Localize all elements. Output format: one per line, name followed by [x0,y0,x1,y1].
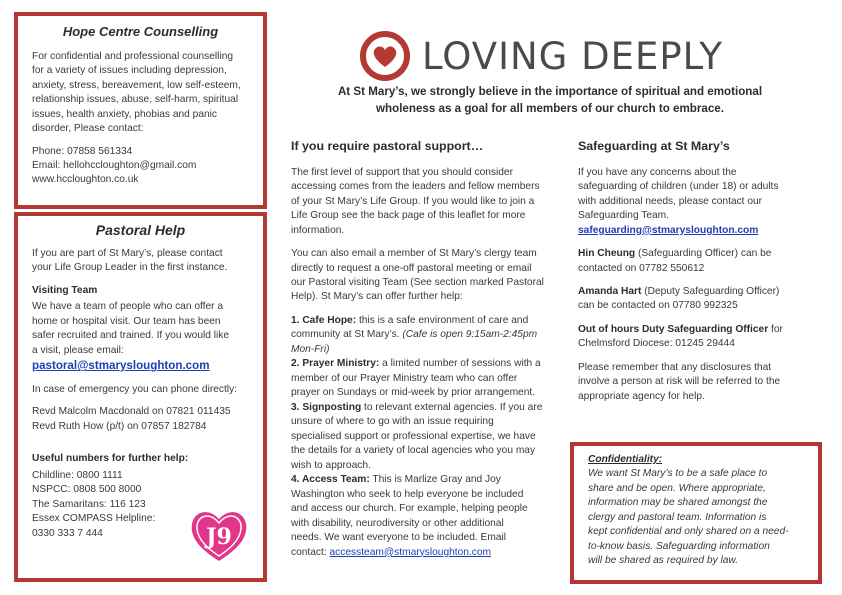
text-line: of your St Mary’s Life Group. If you would like to join a [291,195,535,207]
access-contact [291,546,563,560]
cafe-hours: Mon-Fri) [291,343,330,355]
text-line: relationship issues, abuse, self-harm, spiritual [32,94,239,106]
hope-email[interactable]: Email: hellohccloughton@gmail.com [32,159,197,171]
hope-centre-title: Hope Centre Counselling [62,24,219,39]
pastoral-support-title: If you require pastoral support… [291,139,484,153]
text-line: Help). St Mary’s can offer further help: [291,291,463,303]
brand-name: LOVING DEEPLY [422,34,723,78]
text-line: home or hospital visit. Our team has been [32,315,221,327]
useful-number: Essex COMPASS Helpline: [32,513,156,525]
text-line: with disability, neurodiversity or other additional [291,517,504,529]
text-line: needs. We want everyone to be included. Email [291,532,507,544]
item-label: 2. Prayer Ministry: [291,358,380,370]
text-line: your Life Group Leader in the first instance. [32,262,228,274]
deputy-line [578,285,814,299]
confidentiality-box [570,442,822,584]
support-paragraph-2 [291,247,563,305]
text-line: disorder, Please contact: [32,123,144,135]
text-line: For confidential and professional counselling [32,50,234,62]
text-line: wish to approach. [291,459,371,471]
safeguarding-email-link[interactable]: safeguarding@stmarysloughton.com [578,224,759,236]
cafe-hours: (Cafe is open 9:15am-2:45pm [402,329,538,341]
item-label: 1. Cafe Hope: [291,314,357,326]
hope-centre-description [32,50,249,137]
support-paragraph-1 [291,166,563,238]
text-line: our Pastoral visiting Team (See section marked Pastoral [291,277,544,288]
list-item [291,328,563,342]
list-item [291,357,563,371]
text-line: involve a person at risk will be referred to the [578,376,781,388]
ooh-line [578,323,814,337]
text-line: Please remember that any disclosures that [578,361,772,373]
j9-logo-icon [188,504,250,566]
safeguarding-section [578,138,814,413]
useful-number: Childline: 0800 1111 [32,469,123,481]
useful-number: The Samaritans: 116 123 [32,498,146,510]
text-line: the details for a variety of local agencies who you may [291,445,536,457]
pastoral-help-title: Pastoral Help [95,222,186,238]
text-line: information may be shared amongst the [588,497,768,509]
contact-label: contact: [291,546,330,558]
text-line: directly to request a one-off pastoral meeting or email [291,262,532,274]
disclosure-note [578,361,814,404]
item-text: to relevant external agencies. If you are [361,401,543,413]
tagline-line: wholeness as a goal for all members of our church to embrace. [376,101,724,115]
safeguarding-title: Safeguarding at St Mary’s [578,139,730,153]
item-label: 3. Signposting [291,401,362,413]
text-line: safer recruited and trained. If you would like [32,330,230,342]
ooh-title: Out of hours Duty Safeguarding Officer [578,323,769,335]
ooh-contact: Chelmsford Diocese: 01245 29444 [578,338,735,350]
ooh-for: for [768,323,783,335]
text-line: for a variety of issues including depression, [32,65,227,77]
list-item [291,314,563,328]
confidentiality-text [588,467,804,568]
hope-centre-box [14,12,267,209]
text-line: Safeguarding Team. [578,210,669,222]
text-line: issues, health anxiety, phobias and panic [32,108,218,120]
text-line: We have a team of people who can offer a [32,301,224,313]
access-team-email-link[interactable]: accessteam@stmarysloughton.com [329,546,492,558]
useful-numbers-heading: Useful numbers for further help: [32,453,189,465]
deputy-contact: can be contacted on 07780 992325 [578,300,738,312]
text-line: Washington who seek to help everyone be included [291,488,524,500]
officer-name: Hin Cheung [578,248,636,260]
text-line: If you are part of St Mary’s, please contact [32,247,223,259]
item-text: community at St Mary’s. [291,329,403,341]
officer-line [578,247,814,261]
emergency-text: In case of emergency you can phone directly: [32,383,237,395]
text-line: anxiety, stress, bereavement, low self-esteem, [32,79,241,91]
text-line: Life Group see the back page of this leaflet for more [291,210,526,222]
text-line: unsure of where to go with an issue requiring [291,416,494,428]
text-line: The first level of support that you should consider [291,166,513,178]
pastoral-email-link[interactable]: pastoral@stmarysloughton.com [32,359,210,373]
text-line: We want St Mary’s to be a safe place to [588,468,768,480]
text-line: information. [291,224,345,236]
text-line: appropriate agency for help. [578,390,705,402]
item-label: 4. Access Team: [291,474,370,486]
text-line: member of our Prayer Ministry team who can offer [291,372,518,384]
hope-website[interactable]: www.hccloughton.co.uk [32,174,139,186]
list-item [291,401,563,415]
text-line: to-know basis. Safeguarding information [588,540,770,552]
revd-ruth: Revd Ruth How (p/t) on 07857 182784 [32,420,207,432]
useful-number: NSPCC: 0808 500 8000 [32,484,142,496]
text-line: clergy and pastoral team. Information is [588,511,767,523]
text-line: and access our church. For example, helping people [291,503,528,515]
pastoral-intro [32,247,249,276]
pastoral-help-box [14,212,267,582]
text-line: prayer on Sundays or mid-week by prior arrangement. [291,387,536,399]
heart-ring-icon [360,31,410,81]
text-line: kept confidential and only shared on a need- [588,526,789,538]
out-of-hours-officer [578,323,814,352]
text-line: with additional needs, please contact our [578,195,763,207]
tagline-line: At St Mary’s, we strongly believe in the importance of spiritual and emotional [337,85,763,98]
text-line: a visit, please email: [32,344,124,356]
revd-malcolm: Revd Malcolm Macdonald on 07821 011435 [32,406,231,418]
visiting-team-text [32,300,249,358]
text-line: safeguarding of children (under 18) or adults [578,181,779,193]
list-item [291,473,563,487]
tagline [300,84,800,118]
text-line: will be shared as required by law. [588,555,739,567]
visiting-team-heading: Visiting Team [32,284,98,296]
item-text: a limited number of sessions with a [379,358,541,370]
officer-role: (Safeguarding Officer) can be [635,248,772,260]
text-line: You can also email a member of St Mary’s clergy team [291,248,537,260]
text-line: specialised support or professional expertise, we have [291,430,536,442]
confidentiality-title: Confidentiality: [588,454,663,465]
text-line: If you have any concerns about the [578,166,737,178]
item-text: this is a safe environment of care and [356,314,529,326]
item-text: This is Marlize Gray and Joy [369,474,501,486]
brand-logo [360,30,723,82]
safeguarding-intro [578,166,814,238]
deputy-name: Amanda Hart [578,286,642,297]
hope-phone: Phone: 07858 561334 [32,145,133,157]
officer-contact: contacted on 07782 550612 [578,262,705,274]
useful-number: 0330 333 7 444 [32,527,103,539]
safeguarding-officer [578,247,814,276]
deputy-safeguarding-officer [578,285,814,314]
text-line: accessing comes from the leaders and fellow members [291,181,540,193]
text-line: share and be open. Where appropriate, [588,482,766,494]
deputy-role: (Deputy Safeguarding Officer) [641,286,780,297]
pastoral-support-section [291,138,563,560]
support-list [291,314,563,560]
j9-label: J9 [206,524,232,550]
